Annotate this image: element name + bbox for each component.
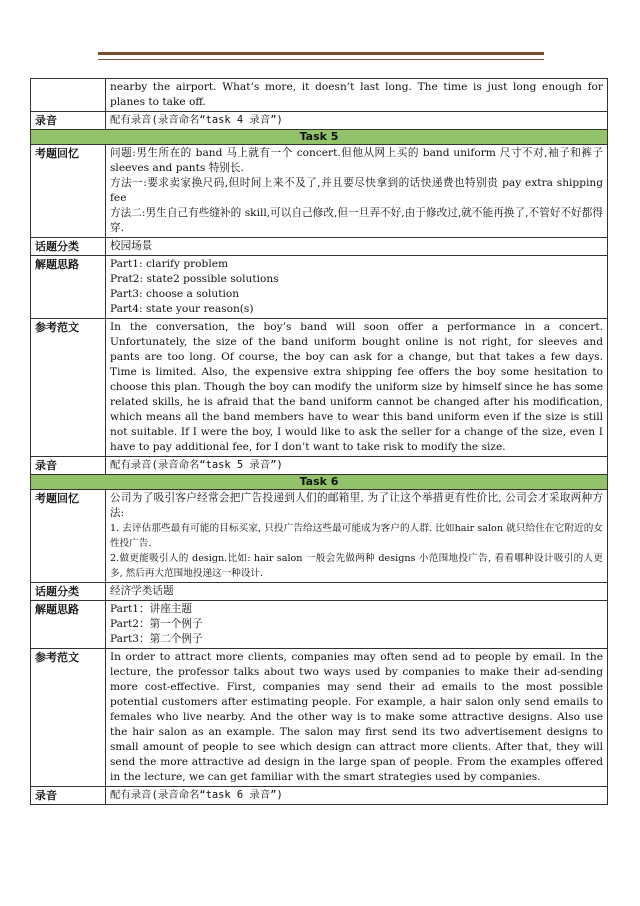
table-row [31, 457, 608, 475]
sample-content: In order to attract more clients, companies may often send ad to people by email. In the lecture, the professor talks about two ways used by companies to make their ad-sending more cost-effective. First, companies may send their ad emails to the most possible potential customers after estimating people. For example, a hair salon only send emails to females who live nearby. And the other way is to make some attractive designs. Also use the hair salon as an example. The salon may first send its two advertisement designs to small amount of people to see which design can attract more clients. After that, they will send the more attractive ad design in the large span of people. From the examples offered in the lecture, we can get familiar with the smart strategies used by companies. [106, 649, 608, 787]
table-row [31, 583, 608, 601]
approach-line: Part4: state your reason(s) [110, 303, 254, 315]
task6-header: Task 6 [31, 475, 608, 490]
task-header-row [31, 475, 608, 490]
approach-label: 解题思路 [31, 601, 106, 649]
recall-line: 2.做更能吸引人的 design.比如: hair salon 一般会先做两种 designs 小范围地投广告, 看看哪种设计吸引的人更多, 然后再大范围地投递这一种设计. [110, 553, 603, 579]
table-row [31, 79, 608, 112]
header-rule-thick [98, 52, 544, 55]
audio-label: 录音 [31, 787, 106, 805]
approach-line: Part1：讲座主题 [110, 603, 192, 615]
recall-line: 方法二:男生自己有些缝补的 skill,可以自己修改,但一旦弄不好,由于修改过,就不能再换了,不管好不好都得穿. [110, 207, 603, 234]
approach-content [106, 601, 608, 649]
approach-line: Part1: clarify problem [110, 258, 229, 270]
approach-line: Part2：第一个例子 [110, 618, 203, 630]
task5-header: Task 5 [31, 130, 608, 145]
recall-line: 公司为了吸引客户经常会把广告投递到人们的邮箱里, 为了让这个举措更有性价比, 公司会才采取两种方法: [110, 492, 603, 519]
approach-line: Part3: choose a solution [110, 288, 240, 300]
category-label: 话题分类 [31, 583, 106, 601]
table-row [31, 787, 608, 805]
sample-label: 参考范文 [31, 319, 106, 457]
recall-content [106, 490, 608, 583]
header-rule-thin [98, 59, 544, 60]
category-content: 经济学类话题 [106, 583, 608, 601]
approach-content [106, 256, 608, 319]
task-table [30, 78, 608, 805]
task-header-row [31, 130, 608, 145]
recall-line: 方法一:要求卖家换尺码,但时间上来不及了,并且要尽快拿到的话快递费也特别贵 pay extra shipping fee [110, 177, 603, 204]
audio-note: 配有录音(录音命名“task 6 录音”) [106, 787, 608, 805]
sample-content: In the conversation, the boy’s band will soon offer a performance in a concert. Unfortunately, the size of the band uniform bought online is not right, for sleeves and pants are too long. Of course, the boy can ask for a change, but that takes a few days. Time is limited. Also, the expensive extra shipping fee offers the boy some hesitation to choose this plan. Though the boy can modify the uniform size by himself since he has some related skills, he is afraid that the band uniform cannot be changed after his modification, which means all the band members have to wear this band uniform even if the size is still not suitable. If I were the boy, I would like to ask the seller for a change of the size, even I have to pay additional fee, for I don’t want to take risk to modify the size. [106, 319, 608, 457]
approach-line: Part3：第二个例子 [110, 633, 203, 645]
continued-sample-text: nearby the airport. What’s more, it doesn’t last long. The time is just long enough for planes to take off. [106, 79, 608, 112]
audio-note: 配有录音(录音命名“task 4 录音”) [106, 112, 608, 130]
audio-label: 录音 [31, 457, 106, 475]
sample-label: 参考范文 [31, 649, 106, 787]
approach-line: Prat2: state2 possible solutions [110, 273, 279, 285]
category-label: 话题分类 [31, 238, 106, 256]
approach-label: 解题思路 [31, 256, 106, 319]
table-row [31, 238, 608, 256]
table-row [31, 601, 608, 649]
recall-line: 1. 去评估那些最有可能的目标买家, 只投广告给这些最可能成为客户的人群. 比如hair salon 就只给住在它附近的女性投广告. [110, 523, 603, 549]
recall-label: 考题回忆 [31, 490, 106, 583]
table-row [31, 112, 608, 130]
category-content: 校园场景 [106, 238, 608, 256]
audio-note: 配有录音(录音命名“task 5 录音”) [106, 457, 608, 475]
audio-label: 录音 [31, 112, 106, 130]
table-row [31, 145, 608, 238]
recall-label: 考题回忆 [31, 145, 106, 238]
recall-line: 问题:男生所在的 band 马上就有一个 concert.但他从网上买的 band uniform 尺寸不对,袖子和裤子 sleeves and pants 特别长. [110, 147, 603, 174]
empty-label-cell [31, 79, 106, 112]
table-row [31, 490, 608, 583]
recall-content [106, 145, 608, 238]
table-row [31, 649, 608, 787]
table-row [31, 256, 608, 319]
table-row [31, 319, 608, 457]
